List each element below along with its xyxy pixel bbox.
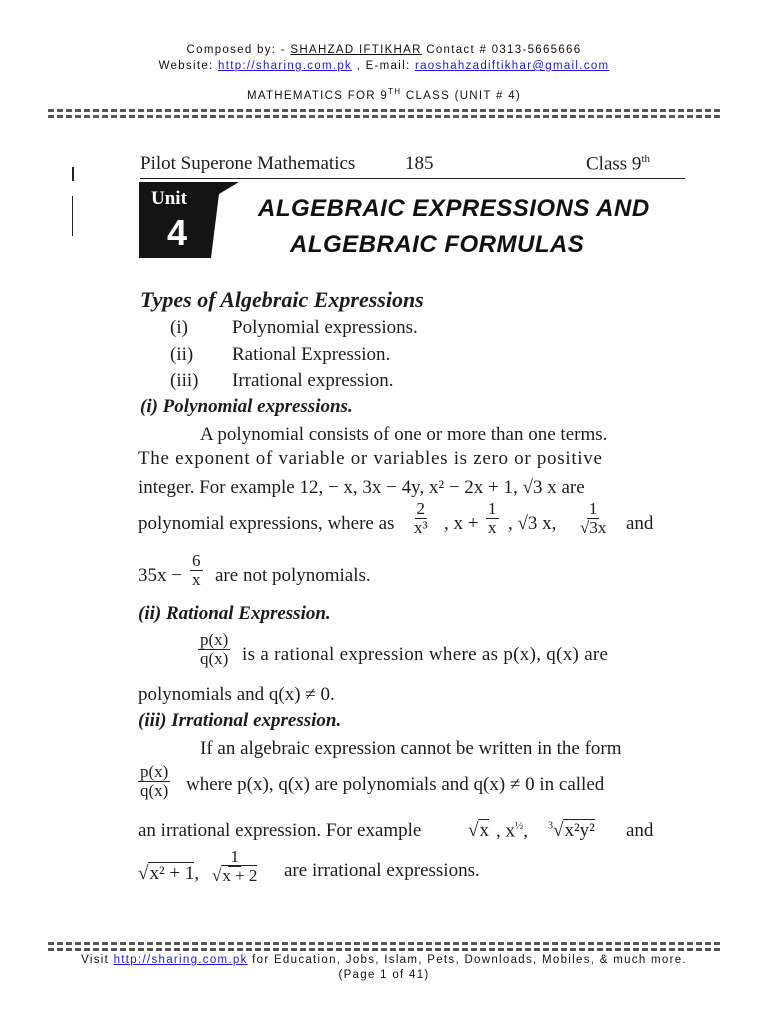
subject-text-b: CLASS (UNIT # 4) — [401, 89, 522, 102]
type-1-text: Polynomial expressions. — [232, 317, 418, 338]
scan-margin-mark — [72, 167, 74, 181]
subject-superscript: TH — [388, 87, 402, 96]
type-2-text: Rational Expression. — [232, 344, 391, 365]
fraction-numerator: p(x) — [140, 762, 169, 781]
fraction-denominator: q(x) — [140, 781, 169, 800]
email-link[interactable]: raoshahzadiftikhar@gmail.com — [414, 60, 610, 72]
irrational-line-1: If an algebraic expression cannot be written in the form — [200, 738, 622, 759]
polynomial-line-4-b: , x + — [444, 513, 479, 534]
polynomial-line-3: integer. For example 12, − x, 3x − 4y, x² − 2x + 1, √3 x are — [138, 477, 585, 498]
fraction-denominator-radicand: x + 2 — [222, 866, 258, 885]
unit-number: 4 — [167, 212, 188, 253]
sqrt-x2-plus-1: √x² + 1, — [138, 863, 200, 884]
subject-text-a: MATHEMATICS FOR 9 — [246, 89, 389, 102]
book-page-number: 185 — [405, 153, 434, 174]
irrational-line-3-a: an irrational expression. For example — [138, 820, 422, 841]
fraction-denominator: x³ — [414, 518, 428, 537]
fraction-1-over-root3x — [580, 500, 606, 537]
polynomial-line-4-c: , √3 x, — [508, 513, 557, 534]
fraction-denominator: q(x) — [200, 649, 229, 668]
page-number: (Page 1 of 41) — [338, 969, 430, 981]
unit-badge — [139, 182, 239, 258]
unit-label: Unit — [151, 188, 187, 209]
irrational-line-3-b — [496, 820, 528, 842]
unit-title-line1: ALGEBRAIC EXPRESSIONS AND — [258, 195, 650, 222]
fraction-px-over-qx — [198, 631, 230, 668]
footer-divider — [48, 942, 720, 945]
irrational-line-4: are irrational expressions. — [284, 860, 480, 881]
book-class-sup: th — [641, 153, 650, 165]
types-heading: Types of Algebraic Expressions — [140, 287, 424, 312]
fraction-numerator: 1 — [488, 499, 497, 518]
footer-link[interactable]: http://sharing.com.pk — [113, 954, 248, 966]
fraction-numerator: p(x) — [200, 630, 229, 649]
polynomial-line-2: The exponent of variable or variables is zero or positive — [138, 448, 603, 469]
fraction-numerator: 1 — [588, 499, 598, 518]
type-1-num: (i) — [170, 317, 188, 338]
cube-root-radicand: x²y² — [564, 820, 595, 841]
fraction-denominator: x — [192, 570, 201, 589]
polynomial-line-5-b: are not polynomials. — [215, 565, 371, 586]
fraction-2-over-x3 — [414, 500, 428, 537]
fraction-numerator: 6 — [192, 551, 201, 570]
type-3-text: Irrational expression. — [232, 370, 394, 391]
x-power: , x — [496, 820, 515, 842]
polynomial-line-1: A polynomial consists of one or more than one terms. — [200, 424, 608, 445]
website-link[interactable]: http://sharing.com.pk — [218, 60, 353, 72]
book-header-rule — [140, 178, 685, 179]
rational-line-2: polynomials and q(x) ≠ 0. — [138, 684, 335, 705]
fraction-numerator: 1 — [230, 847, 239, 866]
polynomial-line-5-a: 35x − — [138, 565, 182, 586]
irrational-line-2: where p(x), q(x) are polynomials and q(x) ≠ 0 in called — [186, 774, 605, 795]
sqrt-x: √x — [468, 820, 489, 841]
polynomial-line-4-a: polynomial expressions, where as — [138, 513, 395, 534]
fraction-6-over-x — [190, 552, 203, 589]
fraction-numerator: 2 — [416, 499, 426, 518]
footer-visit-line — [0, 954, 768, 966]
contact-number: Contact # 0313-5665666 — [421, 44, 582, 56]
book-name: Pilot Superone Mathematics — [140, 153, 356, 174]
book-class-text: Class 9 — [586, 153, 642, 175]
type-2-num: (ii) — [170, 344, 194, 365]
fraction-denominator: √3x — [580, 518, 607, 537]
composer-prefix: Composed by: - — [186, 44, 291, 56]
unit-title-line2: ALGEBRAIC FORMULAS — [290, 231, 585, 258]
irrational-line-3-comma: , — [523, 820, 528, 842]
sqrt-radicand: x² + 1 — [149, 863, 195, 884]
fraction-px-over-qx-2 — [138, 763, 170, 800]
x-power-exponent: ½ — [515, 820, 524, 832]
fraction-1-over-x — [486, 500, 499, 537]
book-class — [586, 153, 650, 175]
cube-root-x2y2: $^3$√x²y² — [548, 820, 595, 841]
type-3-num: (iii) — [170, 370, 199, 391]
irrational-line-3-d: and — [626, 820, 654, 841]
email-separator: , E-mail: — [352, 60, 415, 72]
polynomial-line-4-d: and — [626, 513, 654, 534]
sqrt-x-radicand: x — [479, 820, 489, 841]
fraction-denominator: √x + 2 — [212, 866, 258, 885]
website-label: Website: — [158, 60, 219, 72]
footer-divider-2 — [48, 948, 720, 951]
rational-line-1: is a rational expression where as p(x), q(x) are — [242, 644, 609, 665]
fraction-denominator: x — [488, 518, 497, 537]
composer-name: SHAHZAD IFTIKHAR — [290, 44, 422, 56]
rational-heading: (ii) Rational Expression. — [138, 603, 331, 624]
fraction-1-over-rootx-plus-2 — [212, 848, 257, 885]
polynomial-heading: (i) Polynomial expressions. — [140, 396, 353, 417]
footer-rest: for Education, Jobs, Islam, Pets, Downloads, Mobiles, & much more. — [247, 954, 687, 966]
scan-margin-mark-2 — [72, 196, 73, 236]
irrational-heading: (iii) Irrational expression. — [138, 710, 342, 731]
footer-visit: Visit — [81, 954, 114, 966]
